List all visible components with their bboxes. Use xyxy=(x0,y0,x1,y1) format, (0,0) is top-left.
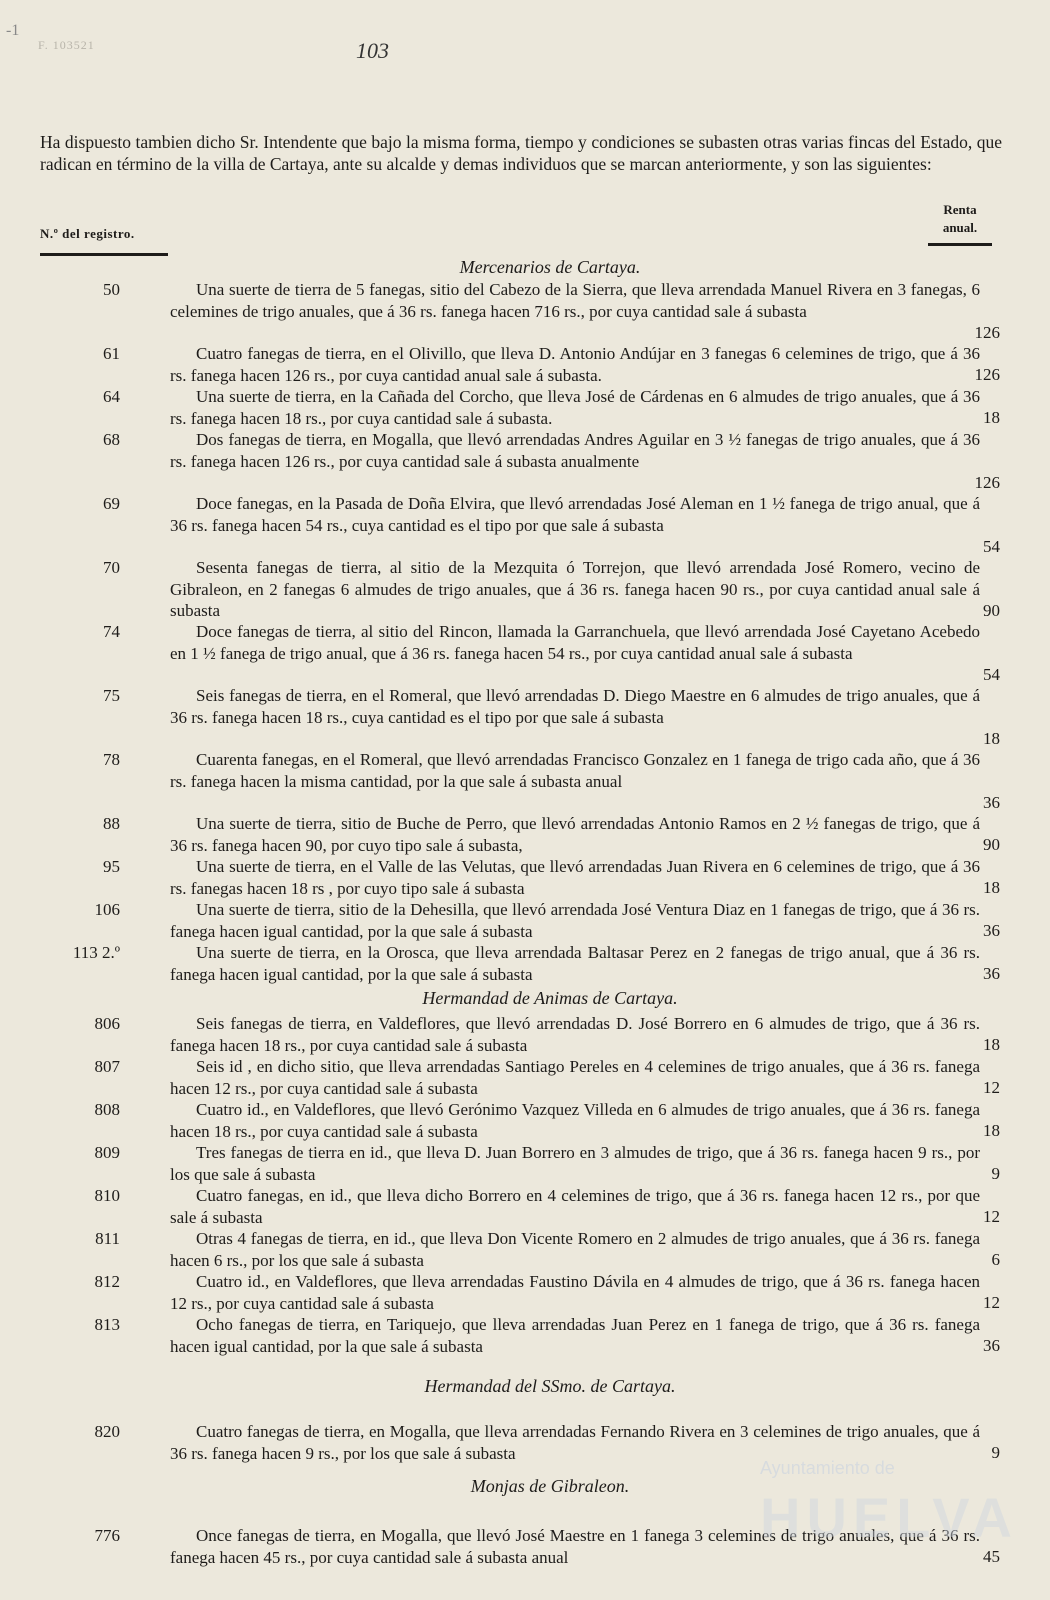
entry-rent: 18 xyxy=(983,1121,1000,1140)
entry-description: Una suerte de tierra, en la Orosca, que lleva arrendada Baltasar Perez en 2 fanegas de trigo anual, que á 36 rs. fanega hacen igual cantidad, por la que sale á subasta xyxy=(170,943,980,984)
register-entry xyxy=(40,557,1000,622)
archive-stamp: F. 103521 xyxy=(38,38,95,52)
entry-rent: 18 xyxy=(983,408,1000,427)
entry-rent: 9 xyxy=(991,1164,1000,1183)
entry-description: Doce fanegas de tierra, al sitio del Rincon, llamada la Garranchuela, que llevó arrendada José Cayetano Acebedo en 1 ½ fanega de trigo anual, que á 36 rs. fanega hacen 54 rs., por cuya cantidad anual sale á subasta xyxy=(170,622,980,663)
register-entry xyxy=(40,429,1000,492)
entry-description: Cuatro fanegas de tierra, en Mogalla, que lleva arrendadas Fernando Rivera en 3 celemines de trigo anuales, que á 36 rs. fanega hacen 9 rs., por los que sale á subasta xyxy=(170,1422,980,1463)
entry-rent: 54 xyxy=(983,537,1000,556)
entry-description: Once fanegas de tierra, en Mogalla, que llevó José Maestre en 1 fanega 3 celemines de trigo anuales, que á 36 rs. fanega hacen 45 rs., por cuya cantidad sale á subasta anual xyxy=(170,1526,980,1567)
entry-description: Cuatro id., en Valdeflores, que lleva arrendadas Faustino Dávila en 4 almudes de trigo, que á 36 rs. fanega hacen 12 rs., por cuya cantidad sale á subasta xyxy=(170,1272,980,1313)
entry-description: Cuatro fanegas, en id., que lleva dicho Borrero en 4 celemines de trigo, que á 36 rs. fanega hacen 12 rs., por que sale á subasta xyxy=(170,1186,980,1227)
entry-rent: 126 xyxy=(974,473,1000,492)
entry-description: Una suerte de tierra, en la Cañada del Corcho, que lleva José de Cárdenas en 6 almudes de trigo anuales, que á 36 rs. fanega hacen 18 rs., por cuya cantidad sale á subasta. xyxy=(170,387,980,428)
entry-rent: 126 xyxy=(974,323,1000,342)
register-entry xyxy=(40,942,1000,985)
register-entry xyxy=(40,856,1000,899)
entry-rent: 12 xyxy=(983,1078,1000,1097)
section-title: Hermandad del SSmo. de Cartaya. xyxy=(424,1376,676,1396)
registry-number-header: N.º del registro. xyxy=(40,226,135,241)
register-entry xyxy=(40,343,1000,386)
entry-description: Una suerte de tierra de 5 fanegas, sitio del Cabezo de la Sierra, que lleva arrendada Manuel Rivera en 3 fanegas, 6 celemines de trigo anuales, que á 36 rs. fanega hacen 716 rs., por cuya cantidad sale á subasta xyxy=(170,280,980,321)
register-number: 776 xyxy=(94,1526,120,1545)
entry-description: Dos fanegas de tierra, en Mogalla, que llevó arrendadas Andres Aguilar en 3 ½ fanegas de trigo anuales, que á 36 rs. fanega hacen 126 rs., por cuya cantidad sale á subasta anualmente xyxy=(170,430,980,471)
register-number: 70 xyxy=(103,558,120,577)
register-number: 61 xyxy=(103,344,120,363)
register-entry xyxy=(40,749,1000,812)
entry-rent: 36 xyxy=(983,921,1000,940)
entry-rent: 9 xyxy=(991,1443,1000,1462)
page-number: 103 xyxy=(356,38,389,63)
register-entry xyxy=(40,1314,1000,1357)
register-number: 50 xyxy=(103,280,120,299)
annual-rent-header xyxy=(930,201,990,237)
entry-rent: 18 xyxy=(983,1035,1000,1054)
register-number: 68 xyxy=(103,430,120,449)
register-entry xyxy=(40,1142,1000,1185)
entry-rent: 45 xyxy=(983,1547,1000,1566)
section-title: Hermandad de Animas de Cartaya. xyxy=(422,988,678,1008)
register-entry xyxy=(40,1013,1000,1056)
entry-description: Cuarenta fanegas, en el Romeral, que llevó arrendadas Francisco Gonzalez en 1 fanega de trigo cada año, que á 36 rs. fanega hacen la misma cantidad, por la que sale á subasta anual xyxy=(170,750,980,791)
entry-description: Cuatro fanegas de tierra, en el Olivillo, que lleva D. Antonio Andújar en 3 fanegas 6 celemines de trigo, que á 36 rs. fanega hacen 126 rs., por cuya cantidad anual sale á subasta. xyxy=(170,344,980,385)
register-number: 69 xyxy=(103,494,120,513)
entry-rent: 90 xyxy=(983,601,1000,620)
register-entry xyxy=(40,493,1000,556)
entry-rent: 12 xyxy=(983,1207,1000,1226)
entry-description: Tres fanegas de tierra en id., que lleva D. Juan Borrero en 3 almudes de trigo, que á 36 rs. fanega hacen 9 rs., por los que sale á subasta xyxy=(170,1143,980,1184)
entry-description: Sesenta fanegas de tierra, al sitio de la Mezquita ó Torrejon, que llevó arrendada José Romero, vecino de Gibraleon, en 2 fanegas 6 almudes de trigo anuales, que á 36 rs. fanega hacen 90 rs., por cuya cantidad anual sale á subasta xyxy=(170,558,980,620)
watermark-line2: HUELVA xyxy=(760,1486,1018,1549)
entry-rent: 18 xyxy=(983,729,1000,748)
register-entry xyxy=(40,386,1000,429)
register-number: 95 xyxy=(103,857,120,876)
register-entry xyxy=(40,1228,1000,1271)
register-number: 810 xyxy=(94,1186,120,1205)
register-entry xyxy=(40,899,1000,942)
register-number: 64 xyxy=(103,387,120,406)
entry-description: Ocho fanegas de tierra, en Tariquejo, que lleva arrendadas Juan Perez en 1 fanega de trigo, que á 36 rs. fanega hacen igual cantidad, por la que sale á subasta xyxy=(170,1315,980,1356)
annual-rent-header-line2: anual. xyxy=(942,220,978,235)
register-entry xyxy=(40,1056,1000,1099)
register-entry xyxy=(40,1099,1000,1142)
annual-rent-header-line1: Renta xyxy=(943,202,977,217)
corner-mark: -1 xyxy=(6,22,20,39)
entry-rent: 6 xyxy=(991,1250,1000,1269)
entry-rent: 54 xyxy=(983,665,1000,684)
entry-rent: 36 xyxy=(983,1336,1000,1355)
register-number: 106 xyxy=(94,900,120,919)
entry-description: Seis fanegas de tierra, en el Romeral, que llevó arrendadas D. Diego Maestre en 6 almudes de trigo anuales, que á 36 rs. fanega hacen 18 rs., cuya cantidad es el tipo por que sale á subasta xyxy=(170,686,980,727)
register-number: 807 xyxy=(94,1057,120,1076)
register-entry xyxy=(40,685,1000,748)
register-number: 75 xyxy=(103,686,120,705)
register-number: 806 xyxy=(94,1014,120,1033)
register-entry xyxy=(40,279,1000,342)
register-number: 78 xyxy=(103,750,120,769)
entry-rent: 36 xyxy=(983,793,1000,812)
register-number: 113 2.º xyxy=(72,943,120,962)
header-rule-right xyxy=(928,243,992,246)
header-rule-left xyxy=(40,253,168,256)
register-number: 808 xyxy=(94,1100,120,1119)
section-title: Mercenarios de Cartaya. xyxy=(459,257,641,277)
register-entry xyxy=(40,813,1000,856)
register-number: 812 xyxy=(94,1272,120,1291)
register-entry xyxy=(40,621,1000,684)
entry-description: Seis fanegas de tierra, en Valdeflores, que llevó arrendadas D. José Borrero en 6 almudes de trigo, que á 36 rs. fanega hacen 18 rs., por cuya cantidad sale á subasta xyxy=(170,1014,980,1055)
register-number: 820 xyxy=(94,1422,120,1441)
register-number: 74 xyxy=(103,622,120,641)
entry-rent: 36 xyxy=(983,964,1000,983)
entry-description: Seis id , en dicho sitio, que lleva arrendadas Santiago Pereles en 4 celemines de trigo anuales, que á 36 rs. fanega hacen 12 rs., por cuya cantidad sale á subasta xyxy=(170,1057,980,1098)
register-number: 813 xyxy=(94,1315,120,1334)
section-title: Monjas de Gibraleon. xyxy=(470,1476,630,1496)
register-number: 88 xyxy=(103,814,120,833)
entry-rent: 12 xyxy=(983,1293,1000,1312)
entry-description: Doce fanegas, en la Pasada de Doña Elvira, que llevó arrendadas José Aleman en 1 ½ fanega de trigo anual, que á 36 rs. fanega hacen 54 rs., cuya cantidad es el tipo por que sale á subasta xyxy=(170,494,980,535)
register-entry xyxy=(40,1185,1000,1228)
entry-description: Una suerte de tierra, sitio de Buche de Perro, que llevó arrendadas Antonio Ramos en 2 ½ fanegas de trigo, que á 36 rs. fanega hacen 90, por cuyo tipo sale á subasta, xyxy=(170,814,980,855)
entry-description: Otras 4 fanegas de tierra, en id., que lleva Don Vicente Romero en 2 almudes de trigo anuales, que á 36 rs. fanega hacen 6 rs., por los que sale á subasta xyxy=(170,1229,980,1270)
entry-description: Una suerte de tierra, en el Valle de las Velutas, que llevó arrendadas Juan Rivera en 6 celemines de trigo, que á 36 rs. fanegas hacen 18 rs , por cuyo tipo sale á subasta xyxy=(170,857,980,898)
entry-description: Cuatro id., en Valdeflores, que llevó Gerónimo Vazquez Villeda en 6 almudes de trigo anuales, que á 36 rs. fanega hacen 18 rs., por cuya cantidad sale á subasta xyxy=(170,1100,980,1141)
register-entry xyxy=(40,1271,1000,1314)
entry-rent: 18 xyxy=(983,878,1000,897)
watermark-line1: Ayuntamiento de xyxy=(760,1458,895,1478)
entry-rent: 90 xyxy=(983,835,1000,854)
archive-watermark xyxy=(760,1458,1018,1578)
entry-description: Una suerte de tierra, sitio de la Dehesilla, que llevó arrendada José Ventura Diaz en 1 fanegas de trigo, que á 36 rs. fanega hacen igual cantidad, por la que sale á subasta xyxy=(170,900,980,941)
intro-paragraph: Ha dispuesto tambien dicho Sr. Intendente que bajo la misma forma, tiempo y condiciones se subasten otras varias fincas del Estado, que radican en término de la villa de Cartaya, ante su alcalde y demas individuos que se marcan anteriormente, y son las siguientes: xyxy=(40,132,1002,174)
register-number: 809 xyxy=(94,1143,120,1162)
register-number: 811 xyxy=(95,1229,120,1248)
entry-rent: 126 xyxy=(974,365,1000,384)
